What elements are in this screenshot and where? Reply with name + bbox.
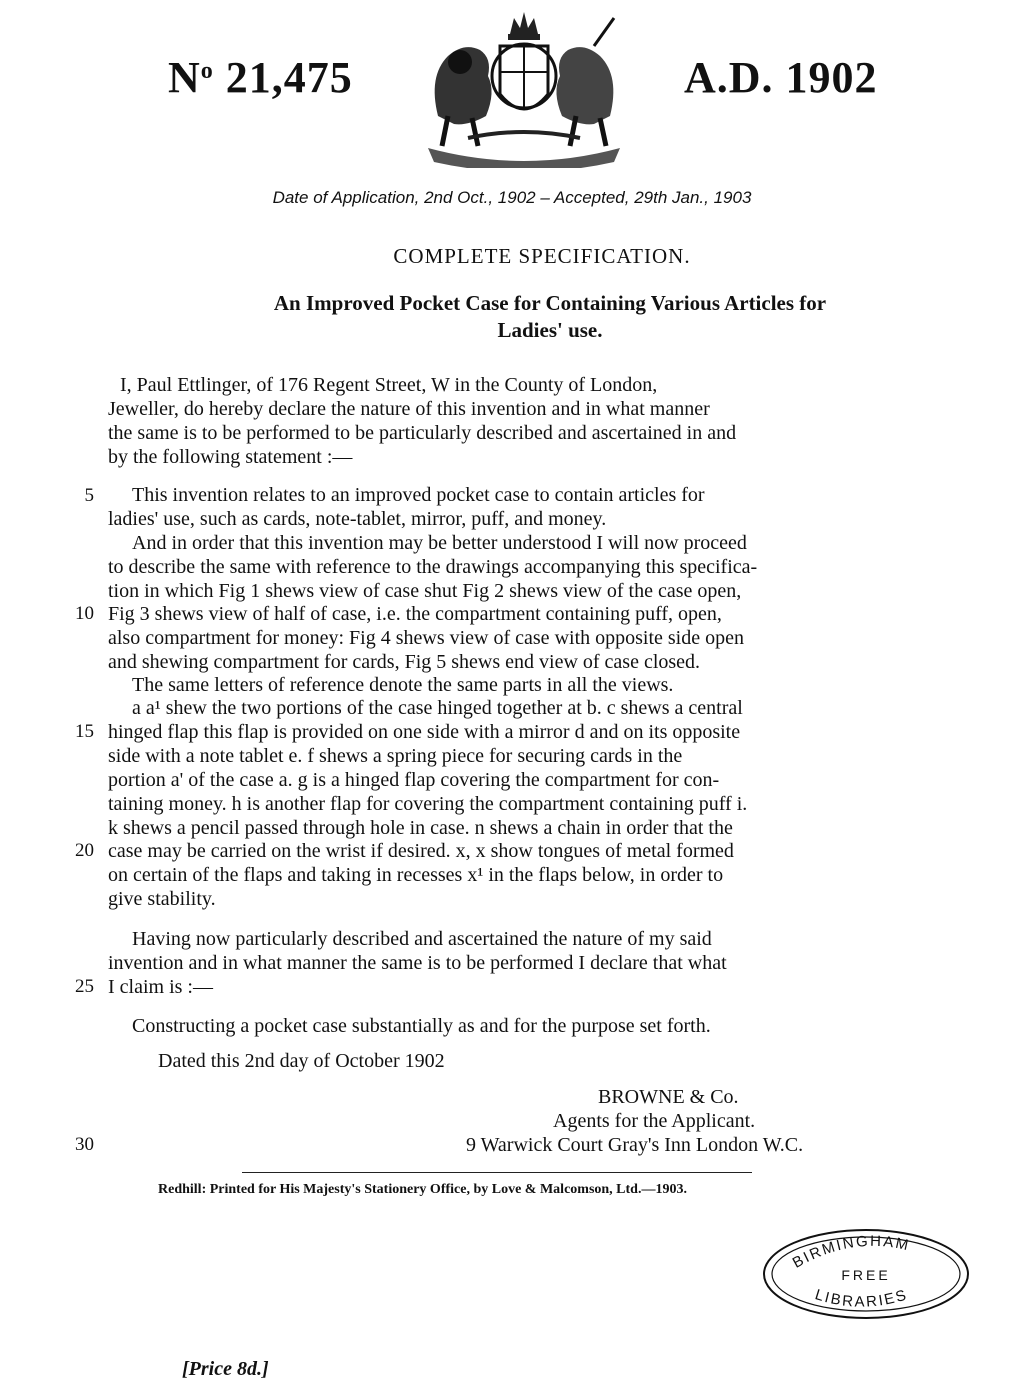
- agent-role: Agents for the Applicant.: [553, 1110, 756, 1132]
- price-label: [Price 8d.]: [182, 1358, 269, 1380]
- body-line: k shews a pencil passed through hole in case. n shews a chain in order that the: [108, 817, 733, 839]
- body-line: on certain of the flaps and taking in recesses x¹ in the flaps below, in order to: [108, 864, 724, 886]
- library-stamp: [760, 1226, 972, 1322]
- body-line: a a¹ shew the two portions of the case hinged together at b. c shews a central: [132, 697, 743, 719]
- invention-title: [120, 290, 980, 344]
- body-line: and shewing compartment for cards, Fig 5 shews end view of case closed.: [108, 651, 701, 673]
- body-line: by the following statement :—: [108, 446, 353, 468]
- line-number: 30: [75, 1134, 94, 1155]
- stamp-text-bottom: LIBRARIES: [812, 1286, 910, 1311]
- body-line: The same letters of reference denote the same parts in all the views.: [132, 674, 674, 696]
- body-line: Jeweller, do hereby declare the nature of this invention and in what manner: [108, 398, 710, 420]
- royal-coat-of-arms-icon: [408, 6, 640, 168]
- line-number: 5: [84, 485, 94, 506]
- body-line: ladies' use, such as cards, note-tablet, mirror, puff, and money.: [108, 508, 607, 530]
- invention-title-line-2: Ladies' use.: [497, 318, 603, 342]
- body-line: also compartment for money: Fig 4 shews view of case with opposite side open: [108, 627, 744, 649]
- body-line: the same is to be performed to be particularly described and ascertained in and: [108, 422, 737, 444]
- body-line: tion in which Fig 1 shews view of case shut Fig 2 shews view of the case open,: [108, 580, 742, 602]
- application-dates: Date of Application, 2nd Oct., 1902 – Accepted, 29th Jan., 1903: [272, 188, 752, 207]
- body-line: And in order that this invention may be better understood I will now proceed: [132, 532, 747, 554]
- printer-imprint: Redhill: Printed for His Majesty's Stationery Office, by Love & Malcomson, Ltd.—1903.: [158, 1182, 687, 1197]
- body-line: portion a' of the case a. g is a hinged flap covering the compartment for con-: [108, 769, 720, 791]
- body-line: Dated this 2nd day of October 1902: [158, 1050, 445, 1072]
- patent-number: $N^o$ 21,475: [168, 53, 353, 102]
- body-line: Having now particularly described and ascertained the nature of my said: [132, 928, 712, 950]
- body-line: invention and in what manner the same is to be performed I declare that what: [108, 952, 727, 974]
- body-line: I, Paul Ettlinger, of 176 Regent Street, W in the County of London,: [120, 374, 658, 396]
- stamp-text-top: BIRMINGHAM: [789, 1232, 912, 1272]
- line-number: 15: [75, 721, 94, 742]
- body-line: This invention relates to an improved pocket case to contain articles for: [132, 484, 705, 506]
- body-line: give stability.: [108, 888, 216, 910]
- agent-address: 9 Warwick Court Gray's Inn London W.C.: [466, 1134, 804, 1156]
- body-line: taining money. h is another flap for covering the compartment containing puff i.: [108, 793, 748, 815]
- line-number: 10: [75, 603, 94, 624]
- body-line: side with a note tablet e. f shews a spring piece for securing cards in the: [108, 745, 683, 767]
- body-line: I claim is :—: [108, 976, 213, 998]
- stamp-text-middle: FREE: [841, 1267, 891, 1283]
- body-line: case may be carried on the wrist if desired. x, x show tongues of metal formed: [108, 840, 734, 862]
- body-line: hinged flap this flap is provided on one side with a mirror d and on its opposite: [108, 721, 741, 743]
- invention-title-line-1: An Improved Pocket Case for Containing Various Articles for: [273, 291, 827, 315]
- patent-year: A.D. 1902: [684, 53, 878, 102]
- body-line: to describe the same with reference to the drawings accompanying this specifica-: [108, 556, 758, 578]
- line-number: 25: [75, 976, 94, 997]
- divider: [242, 1172, 752, 1173]
- line-number: 20: [75, 840, 94, 861]
- spec-title: COMPLETE SPECIFICATION.: [393, 244, 691, 268]
- body-line: Constructing a pocket case substantially as and for the purpose set forth.: [132, 1015, 711, 1037]
- body-line: Fig 3 shews view of half of case, i.e. the compartment containing puff, open,: [108, 603, 722, 625]
- agent-firm: BROWNE & Co.: [598, 1086, 739, 1108]
- svg-text:LIBRARIES: [813, 1286, 910, 1310]
